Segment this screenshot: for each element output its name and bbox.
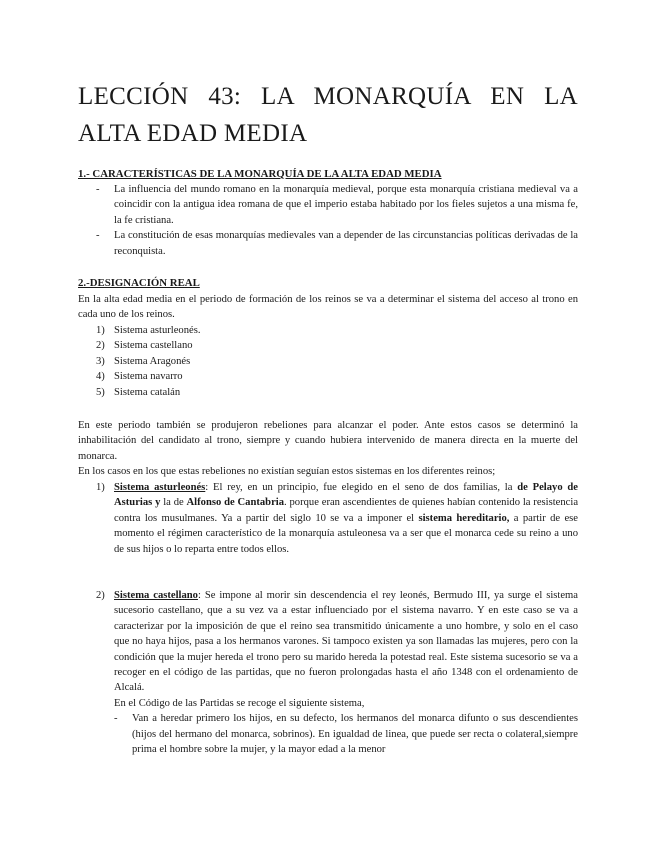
- text-run: a partir de ese momento el régimen característico de la monarquía astuleonesa va a ser que el monarca cede su reino a uno de sus hijos o lo reparta entre todos ellos.: [114, 512, 578, 555]
- castellano-item: [78, 588, 578, 757]
- list-item: [78, 338, 578, 353]
- term-alfonso: Alfonso de Cantabria: [186, 497, 285, 509]
- bullet-marker: -: [96, 184, 100, 195]
- list-number: 3): [96, 355, 105, 367]
- bullet-marker: -: [96, 230, 100, 242]
- term-castellano: Sistema castellano: [114, 590, 198, 601]
- list-item: [78, 228, 578, 259]
- partidas-intro: En el Código de las Partidas se recoge el siguiente sistema,: [114, 697, 365, 709]
- page-title: [78, 78, 578, 152]
- list-number: 1): [96, 325, 105, 336]
- list-item: [78, 354, 578, 369]
- partidas-sub-item: [78, 711, 578, 757]
- list-number: 5): [96, 386, 105, 398]
- system-label: Sistema asturleonés.: [114, 325, 201, 336]
- section-1-heading: 1.- CARACTERÍSTICAS DE LA MONARQUÍA DE LA ALTA EDAD MEDIA: [78, 168, 442, 180]
- section-1-list: [78, 182, 578, 259]
- term-hereditario: sistema hereditario,: [418, 512, 510, 524]
- title-line-1: LECCIÓN 43: LA MONARQUÍA EN LA: [78, 83, 578, 110]
- systems-paragraph: En los casos en los que estas rebeliones no existían seguían estos sistemas en los diferentes reinos;: [78, 466, 496, 477]
- text-run: la de: [160, 497, 187, 509]
- list-number: 2): [96, 340, 105, 352]
- systems-list: [78, 323, 578, 400]
- rebellions-paragraph: En este periodo también se produjeron rebeliones para alcanzar el poder. Ante estos casos se determinó la inhabilitación del candidato al trono, siempre y cuando hubiera intervenido de manera directa en la muerte del monarca.: [78, 420, 578, 462]
- system-label: Sistema Aragonés: [114, 355, 191, 367]
- section-1-bullet-2: La constitución de esas monarquías medievales van a depender de las circunstancias políticas derivadas de la reconquista.: [114, 230, 578, 257]
- text-run: : El rey, en un principio, fue elegido en el seno de dos familias, la: [205, 482, 518, 493]
- list-number: 1): [96, 482, 105, 493]
- term-pelayo: de Pelayo de Asturias y: [114, 482, 578, 509]
- title-line-2: ALTA EDAD MEDIA: [78, 120, 308, 147]
- text-run: : Se impone al morir sin descendencia el rey leonés, Bermudo III, ya surge el sistema sucesorio castellano, que a su vez va a estar influenciado por el sistema navarro. Y en este caso se va a caracterizar por la imposición de que el reino sea transmitido únicamente a uno hombre, y solo en el caso que no haya hijos, pasa a los hermanos varones. Si tampoco existen ya son llamadas las mujeres, pero con la condición que la mujer hereda el trono pero su marido hereda la potestad real. Este sistema sucesorio se va a recoger en el código de las partidas, que no fueron prolongadas hasta el año 1348 con el ordenamiento de Alcalá.: [114, 590, 578, 694]
- bullet-marker: -: [114, 713, 118, 725]
- text-run: . porque eran ascendientes de quienes habían contenido la resistencia contra los musulmanes. Ya a partir del siglo 10 se va a imponer el: [114, 497, 579, 524]
- list-item: [78, 385, 578, 400]
- list-item: [78, 323, 578, 338]
- system-label: Sistema catalán: [114, 386, 181, 398]
- section-1-bullet-1: La influencia del mundo romano en la monarquía medieval, porque esta monarquía cristiana medieval va a coincidir con la antigua idea romana de que el imperio estaba habitado por los fieles sujetos a una misma fe, la fe cristiana.: [114, 184, 578, 226]
- system-label: Sistema navarro: [114, 371, 183, 383]
- list-number: 4): [96, 371, 105, 383]
- list-item: [78, 480, 578, 557]
- system-label: Sistema castellano: [114, 340, 193, 352]
- term-asturleones: Sistema asturleonés: [114, 482, 206, 493]
- list-item: [78, 182, 578, 228]
- asturleones-item: [78, 480, 578, 557]
- partidas-sub-text: Van a heredar primero los hijos, en su defecto, los hermanos del monarca difunto o sus descendientes (hijos del hermano del monarca, sobrinos). En igualdad de linea, que puede ser recta o colateral,siempre prima el hombre sobre la mujer, y la mayor edad a la menor: [132, 713, 578, 756]
- list-item: [78, 369, 578, 384]
- section-2-heading: 2.-DESIGNACIÓN REAL: [78, 277, 200, 289]
- section-2-intro: En la alta edad media en el periodo de formación de los reinos se va a determinar el sistema del acceso al trono en cada uno de los reinos.: [78, 294, 578, 321]
- list-item: [78, 588, 578, 696]
- list-number: 2): [96, 590, 105, 601]
